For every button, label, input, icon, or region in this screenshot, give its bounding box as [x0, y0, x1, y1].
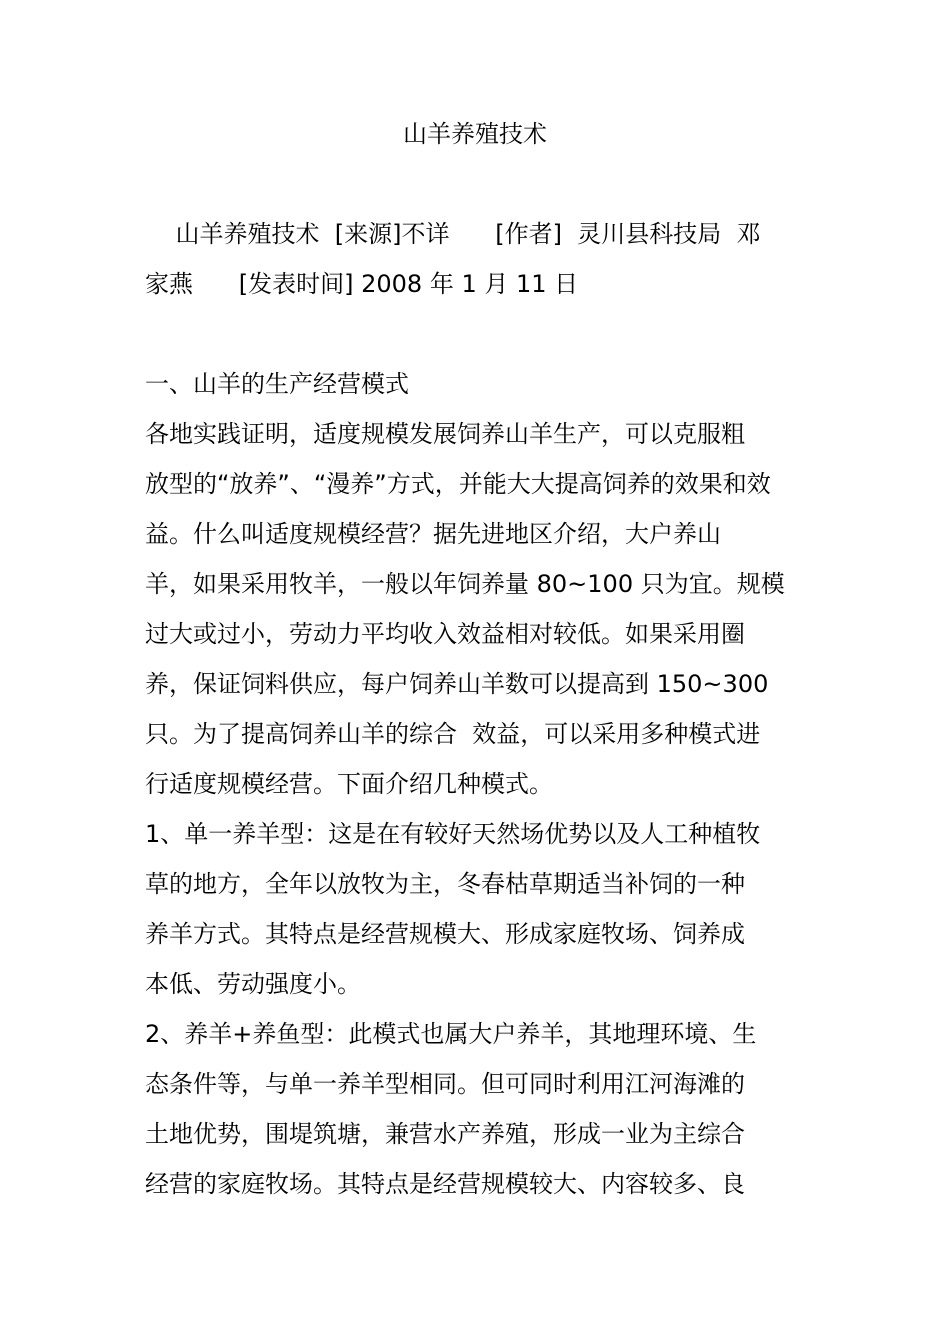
paragraph-line: 行适度规模经营。下面介绍几种模式。	[145, 770, 553, 798]
meta-line: 家燕 [发表时间] 2008 年 1 月 11 日	[145, 270, 579, 298]
paragraph-line: 益。什么叫适度规模经营？据先进地区介绍，大户养山	[145, 520, 721, 548]
paragraph-line: 羊，如果采用牧羊，一般以年饲养量 80~100 只为宜。规模	[145, 570, 785, 598]
paragraph-line: 只。为了提高饲养山羊的综合 效益，可以采用多种模式进	[145, 720, 761, 748]
paragraph-line: 1、单一养羊型：这是在有较好天然场优势以及人工种植牧	[145, 820, 761, 848]
paragraph-line: 养羊方式。其特点是经营规模大、形成家庭牧场、饲养成	[145, 920, 745, 948]
paragraph-line: 态条件等，与单一养羊型相同。但可同时利用江河海滩的	[145, 1070, 745, 1098]
paragraph-line: 经营的家庭牧场。其特点是经营规模较大、内容较多、良	[145, 1170, 745, 1198]
paragraph-line: 本低、劳动强度小。	[145, 970, 361, 998]
meta-line: 山羊养殖技术 [来源]不详 [作者] 灵川县科技局 邓	[145, 220, 761, 248]
paragraph-line: 2、养羊+养鱼型：此模式也属大户养羊，其地理环境、生	[145, 1020, 757, 1048]
section-heading: 一、山羊的生产经营模式	[145, 370, 409, 398]
paragraph-line: 过大或过小，劳动力平均收入效益相对较低。如果采用圈	[145, 620, 745, 648]
paragraph-line: 草的地方，全年以放牧为主，冬春枯草期适当补饲的一种	[145, 870, 745, 898]
paragraph-line: 放型的“放养”、“漫养”方式，并能大大提高饲养的效果和效	[145, 470, 771, 498]
paragraph-line: 养，保证饲料供应，每户饲养山羊数可以提高到 150~300	[145, 670, 769, 698]
paragraph-line: 土地优势，围堤筑塘，兼营水产养殖，形成一业为主综合	[145, 1120, 745, 1148]
document-title: 山羊养殖技术	[403, 120, 547, 148]
paragraph-line: 各地实践证明，适度规模发展饲养山羊生产，可以克服粗	[145, 420, 745, 448]
